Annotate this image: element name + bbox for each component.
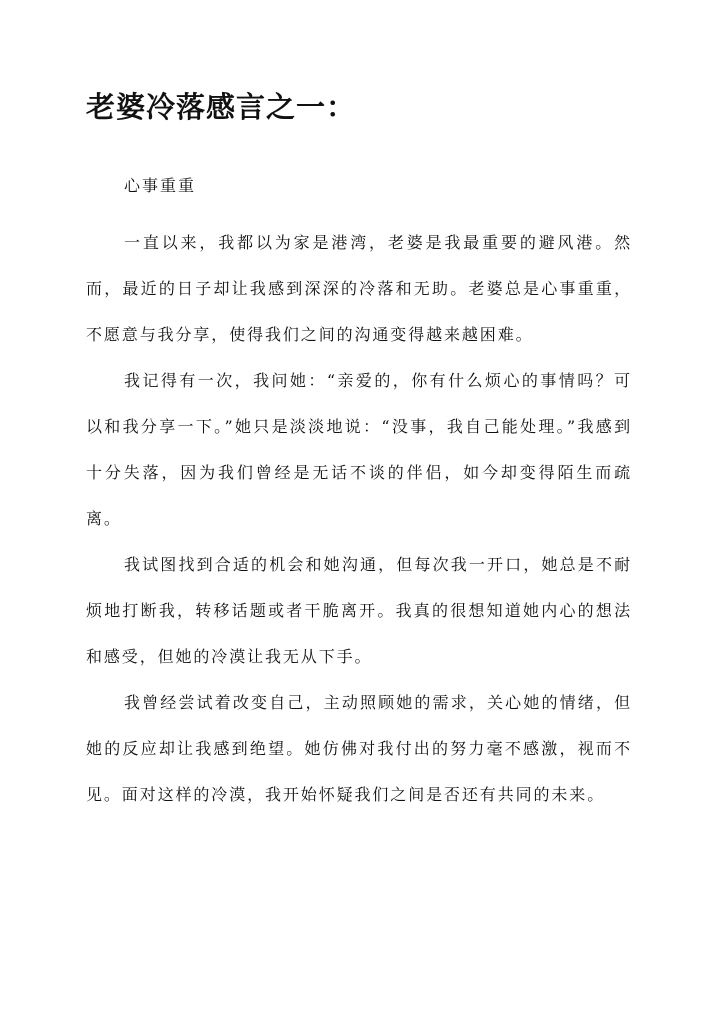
paragraph-3: 我试图找到合适的机会和她沟通，但每次我一开口，她总是不耐烦地打断我，转移话题或者干脆离开。我真的很想知道她内心的想法和感受，但她的冷漠让我无从下手。: [86, 555, 632, 666]
paragraph-1: 一直以来，我都以为家是港湾，老婆是我最重要的避风港。然而，最近的日子却让我感到深深的冷落和无助。老婆总是心事重重，不愿意与我分享，使得我们之间的沟通变得越来越困难。: [86, 233, 632, 344]
paragraph-2: 我记得有一次，我问她：“亲爱的，你有什么烦心的事情吗？可以和我分享一下。”她只是淡淡地说：“没事，我自己能处理。”我感到十分失落，因为我们曾经是无话不谈的伴侣，如今却变得陌生而疏离。: [86, 371, 632, 528]
section-subtitle: 心事重重: [124, 176, 197, 195]
page-title: 老婆冷落感言之一：: [86, 90, 357, 124]
paragraph-4: 我曾经尝试着改变自己，主动照顾她的需求，关心她的情绪，但她的反应却让我感到绝望。她仿佛对我付出的努力毫不感激，视而不见。面对这样的冷漠，我开始怀疑我们之间是否还有共同的未来。: [86, 693, 632, 804]
